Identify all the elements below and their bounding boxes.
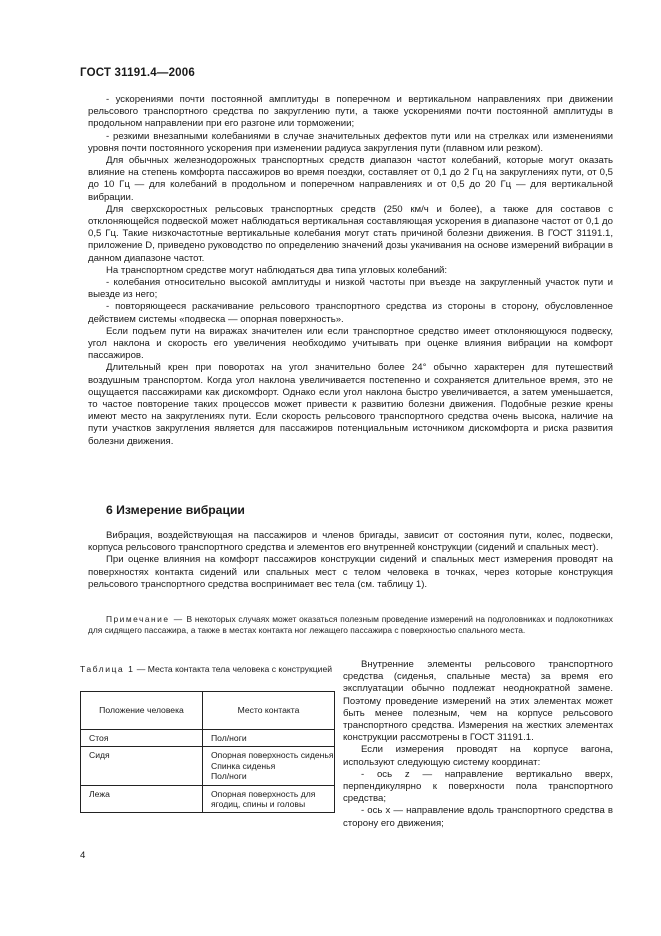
table-caption-text: — Места контакта тела человека с конструкцией <box>136 664 333 674</box>
paragraph: Внутренние элементы рельсового транспортного средства (сиденья, спальные места) за время его эксплуатации обычно подлежат неоднократной замене. Поэтому проведение измерений на этих элементах может быть менее полезным, чем на корпусе рельсового транспортного средства. Измерения на жестких элементах конструкции рассмотрены в ГОСТ 31191.1. <box>343 659 613 744</box>
paragraph: - колебания относительно высокой амплитуды и низкой частоты при въезде на закругленный участок пути и выезде из него; <box>88 277 613 301</box>
table-header-row <box>81 692 335 730</box>
paragraph: Если подъем пути на виражах значителен или если транспортное средство имеет отклоняющуюся подвеску, угол наклона и скорость его увеличения необходимо учитывать при оценке влияния вибрации на комфорт пассажиров. <box>88 325 613 362</box>
table-row <box>81 747 335 785</box>
paragraph: - повторяющееся раскачивание рельсового транспортного средства из стороны в сторону, обусловленное действием системы «подвеска — опорная поверхность». <box>88 301 613 325</box>
paragraph: На транспортном средстве могут наблюдаться два типа угловых колебаний: <box>106 264 448 276</box>
column-header-position: Положение человека <box>81 692 203 730</box>
contact-line: Спинка сиденья <box>211 760 276 771</box>
table-caption-lead: Таблица 1 <box>80 664 135 674</box>
paragraph: Вибрация, воздействующая на пассажиров и членов бригады, зависит от состояния пути, колес, подвески, корпуса рельсового транспортного средства и элементов его внутренней конструкции (сидений и спальных мест). <box>88 530 613 554</box>
cell-position: Сидя <box>81 747 203 785</box>
cell-position: Лежа <box>81 785 203 813</box>
paragraph: Для обычных железнодорожных транспортных средств диапазон частот колебаний, которые могут оказать влияние на степень комфорта пассажиров во время поездки, составляет от 0,1 до 2 Гц на закруглениях пути, от 0,5 до 10 Гц — для колебаний в продольном и поперечном направлениях и от 0,5 до 20 Гц — для вертикальной вибрации. <box>88 155 613 203</box>
note-text: В некоторых случаях может оказаться полезным проведение измерений на подголовниках и подлокотниках для сидящего пассажира, а также в местах контакта ног лежащего пассажира с поверхностью спального места. <box>88 614 613 636</box>
text-block-coordinates <box>343 659 613 830</box>
note-lead: Примечание — <box>106 614 184 624</box>
paragraph: - ось x — направление вдоль транспортного средства в сторону его движения; <box>343 805 613 829</box>
cell-contact <box>203 730 335 747</box>
cell-position: Стоя <box>81 730 203 747</box>
page-number: 4 <box>80 850 86 861</box>
note <box>88 614 613 637</box>
table-row <box>81 730 335 747</box>
text-block-measurement <box>88 530 613 591</box>
cell-contact <box>203 747 335 785</box>
contact-line: Пол/ноги <box>211 733 247 743</box>
column-header-contact: Место контакта <box>203 692 335 730</box>
paragraph: - ускорениями почти постоянной амплитуды в поперечном и вертикальном направлениях при движении рельсового транспортного средства по закруглению пути, а также ускорениями почти постоянной амплитуды в продольном направлении при его разгоне или торможении; <box>88 94 613 130</box>
table-caption <box>80 664 335 675</box>
cell-contact <box>203 785 335 813</box>
paragraph: Если измерения проводят на корпусе вагона, используют следующую систему координат: <box>343 744 613 768</box>
section-title: 6 Измерение вибрации <box>106 503 245 517</box>
contact-line: Пол/ноги <box>211 771 247 782</box>
document-header: ГОСТ 31191.4—2006 <box>80 67 195 79</box>
table-row <box>81 785 335 813</box>
paragraph: При оценке влияния на комфорт пассажиров конструкции сидений и спальных мест измерения проводят на поверхностях контакта сидений или спальных мест с телом человека в точках, через которые конструкция рельсового транспортного средства воспринимает вес тела (см. таблицу 1). <box>88 554 613 590</box>
contact-line: Опорная поверхность для ягодиц, спины и головы <box>211 788 316 810</box>
paragraph: - ось z — направление вертикально вверх, перпендикулярно к поверхности пола транспортного средства; <box>343 768 613 805</box>
paragraph: Длительный крен при поворотах на угол значительно более 24° обычно характерен для путешествий воздушным транспортом. Когда угол наклона увеличивается постепенно и сохраняется длительное время, это не ощущается пассажирами как дискомфорт. Однако если угол наклона быстро увеличивается, а затем уменьшается, то частое повторение таких процессов может привести к развитию болезни движения. Подобные резкие крены имеют место на закруглениях пути. Если скорость рельсового транспортного средства очень высока, наличие на пути участков закругления является для пассажиров потенциальным источником дискомфорта и риска развития болезни движения. <box>88 362 613 447</box>
contact-table <box>80 691 335 813</box>
contact-line: Опорная поверхность сиденья <box>211 750 334 761</box>
paragraph: Для сверхскоростных рельсовых транспортных средств (250 км/ч и более), а также для составов с отклоняющейся подвеской может наблюдаться вертикальная составляющая ускорения в диапазоне частот от 0,1 до 0,5 Гц. Такие низкочастотные вертикальные колебания могут стать причиной болезни движения. В ГОСТ 31191.1, приложение D, приведено руководство по определению значений дозы укачивания на основе измерений вибрации в данном диапазоне частот. <box>88 203 613 264</box>
paragraph: - резкими внезапными колебаниями в случае значительных дефектов пути или на стрелках или изменениями уровня почти постоянного ускорения при изменении радиуса закругления пути (плавном или резком). <box>88 130 613 154</box>
text-block-vibration-sources <box>88 94 613 448</box>
